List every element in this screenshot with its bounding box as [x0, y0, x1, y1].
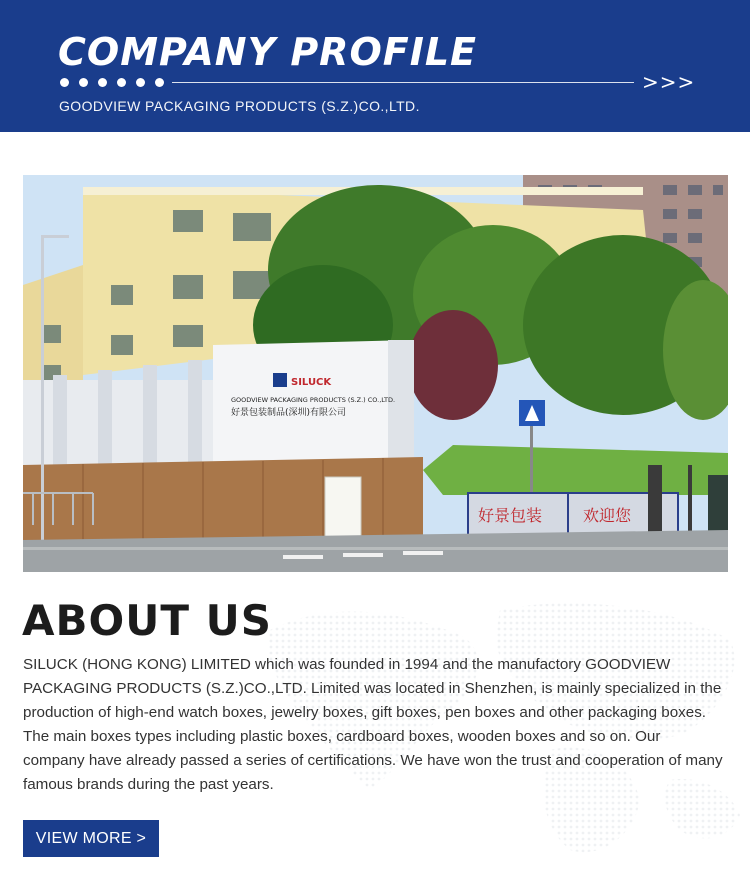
dot — [98, 78, 107, 87]
dot — [136, 78, 145, 87]
company-subtitle: GOODVIEW PACKAGING PRODUCTS (S.Z.)CO.,LTD. — [59, 98, 420, 114]
chevrons-right-icon: >>> — [642, 70, 696, 94]
about-description: SILUCK (HONG KONG) LIMITED which was founded in 1994 and the manufactory GOODVIEW PACKAGING PRODUCTS (S.Z.)CO.,LTD. Limited was located in Shenzhen, is mainly specialized in the production of high-end watch boxes, jewelry boxes, gift boxes, pen boxes and other packaging boxes. The main boxes types including plastic boxes, cardboard boxes, wooden boxes and so on. Our company have already passed a series of certifications. We have won the trust and cooperation of many famous brands during the past years. — [23, 656, 723, 793]
dot — [117, 78, 126, 87]
sign-chinese: 好景包装制品(深圳)有限公司 — [231, 408, 347, 418]
dot — [60, 78, 69, 87]
page-title: COMPANY PROFILE — [58, 30, 478, 74]
dot — [79, 78, 88, 87]
decorative-dots — [60, 78, 164, 87]
divider-line — [172, 82, 634, 83]
sign-english: GOODVIEW PACKAGING PRODUCTS (S.Z.) CO.,LTD. — [231, 396, 396, 404]
fence-banner-left: 好景包装 — [478, 506, 543, 525]
about-title: ABOUT US — [22, 596, 272, 645]
view-more-button[interactable]: VIEW MORE > — [23, 820, 159, 857]
header-banner — [0, 0, 750, 132]
sign-brand: SILUCK — [291, 377, 332, 388]
fence-banner-right: 欢迎您 — [583, 506, 632, 525]
dot — [155, 78, 164, 87]
factory-photo — [23, 175, 728, 572]
